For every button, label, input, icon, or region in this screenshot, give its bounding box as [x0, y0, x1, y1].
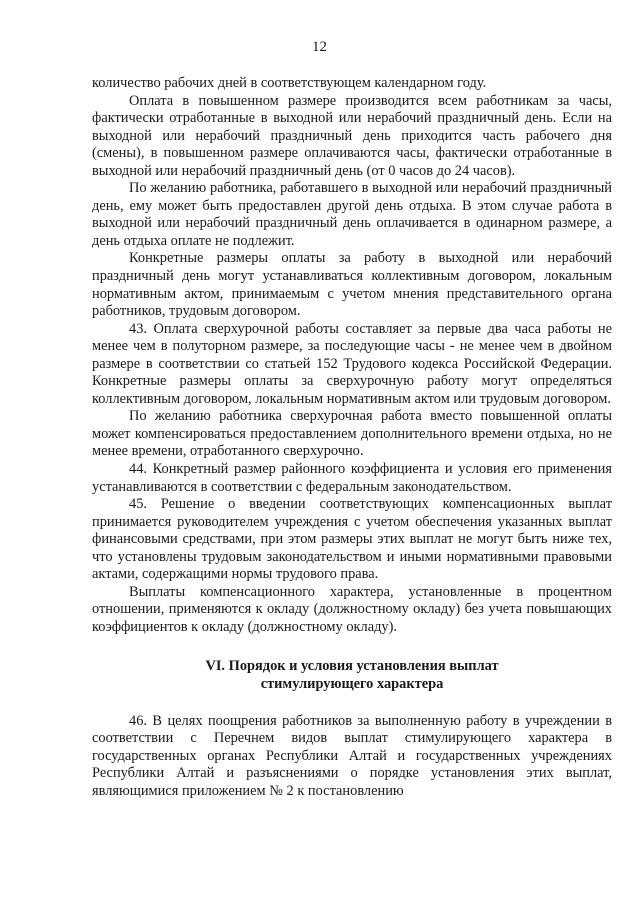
section-heading — [92, 657, 612, 693]
paragraph-compensation-percent: Выплаты компенсационного характера, установленные в процентном отношении, применяются к окладу (должностному окладу) без учета повышающих коэффициентов к окладу (должностному окладу). — [92, 583, 612, 635]
paragraph-item-43: 43. Оплата сверхурочной работы составляет за первые два часа работы не менее чем в полуторном размере, за последующие часы - не менее чем в двойном размере в соответствии со статьей 152 Трудового кодекса Российской Федерации. Конкретные размеры оплаты за сверхурочную работу могут определяться коллективным договором, локальным нормативным актом или трудовым договором. — [92, 320, 612, 407]
section-heading-line-1: VI. Порядок и условия установления выплат — [205, 657, 499, 674]
paragraph-overtime-compensation: По желанию работника сверхурочная работа вместо повышенной оплаты может компенсироваться предоставлением дополнительного времени отдыха, но не менее времени, отработанного сверхурочно. — [92, 408, 612, 460]
paragraph-item-45: 45. Решение о введении соответствующих компенсационных выплат принимается руководителем учреждения с учетом обеспечения указанных выплат финансовыми средствами, при этом размеры этих выплат не могут быть ниже тех, что установлены трудовым законодательством и иными нормативными правовыми актами, содержащими нормы трудового права. — [92, 496, 612, 583]
paragraph-continuation: количество рабочих дней в соответствующем календарном году. — [92, 75, 487, 91]
document-body — [92, 75, 612, 800]
paragraph-item-44: 44. Конкретный размер районного коэффициента и условия его применения устанавливаются в соответствии с федеральным законодательством. — [92, 461, 612, 495]
paragraph-item-46: 46. В целях поощрения работников за выполненную работу в учреждении в соответствии с Перечнем видов выплат стимулирующего характера в государственных органах Республики Алтай и государственных учреждениях Республики Алтай и разъяснениями о порядке установления этих выплат, являющимися приложением № 2 к постановлению — [92, 712, 612, 799]
page-number: 12 — [312, 39, 327, 55]
paragraph-day-off-option: По желанию работника, работавшего в выходной или нерабочий праздничный день, ему может быть предоставлен другой день отдыха. В этом случае работа в выходной или нерабочий праздничный день оплачивается в одинарном размере, а день отдыха оплате не подлежит. — [92, 180, 612, 249]
section-heading-line-2: стимулирующего характера — [260, 675, 444, 692]
paragraph-specific-pay-sizes: Конкретные размеры оплаты за работу в выходной или нерабочий праздничный день могут устанавливаться коллективным договором, локальным нормативным актом, принимаемым с учетом мнения представительного органа работников, трудовым договором. — [92, 250, 612, 320]
paragraph-overtime-holiday-pay: Оплата в повышенном размере производится всем работникам за часы, фактически отработанные в выходной или нерабочий праздничный день. Если на выходной или нерабочий праздничный день приходится часть рабочего дня (смены), в повышенном размере оплачиваются часы, фактически отработанные в выходной или нерабочий праздничный день (от 0 часов до 24 часов). — [92, 92, 612, 179]
